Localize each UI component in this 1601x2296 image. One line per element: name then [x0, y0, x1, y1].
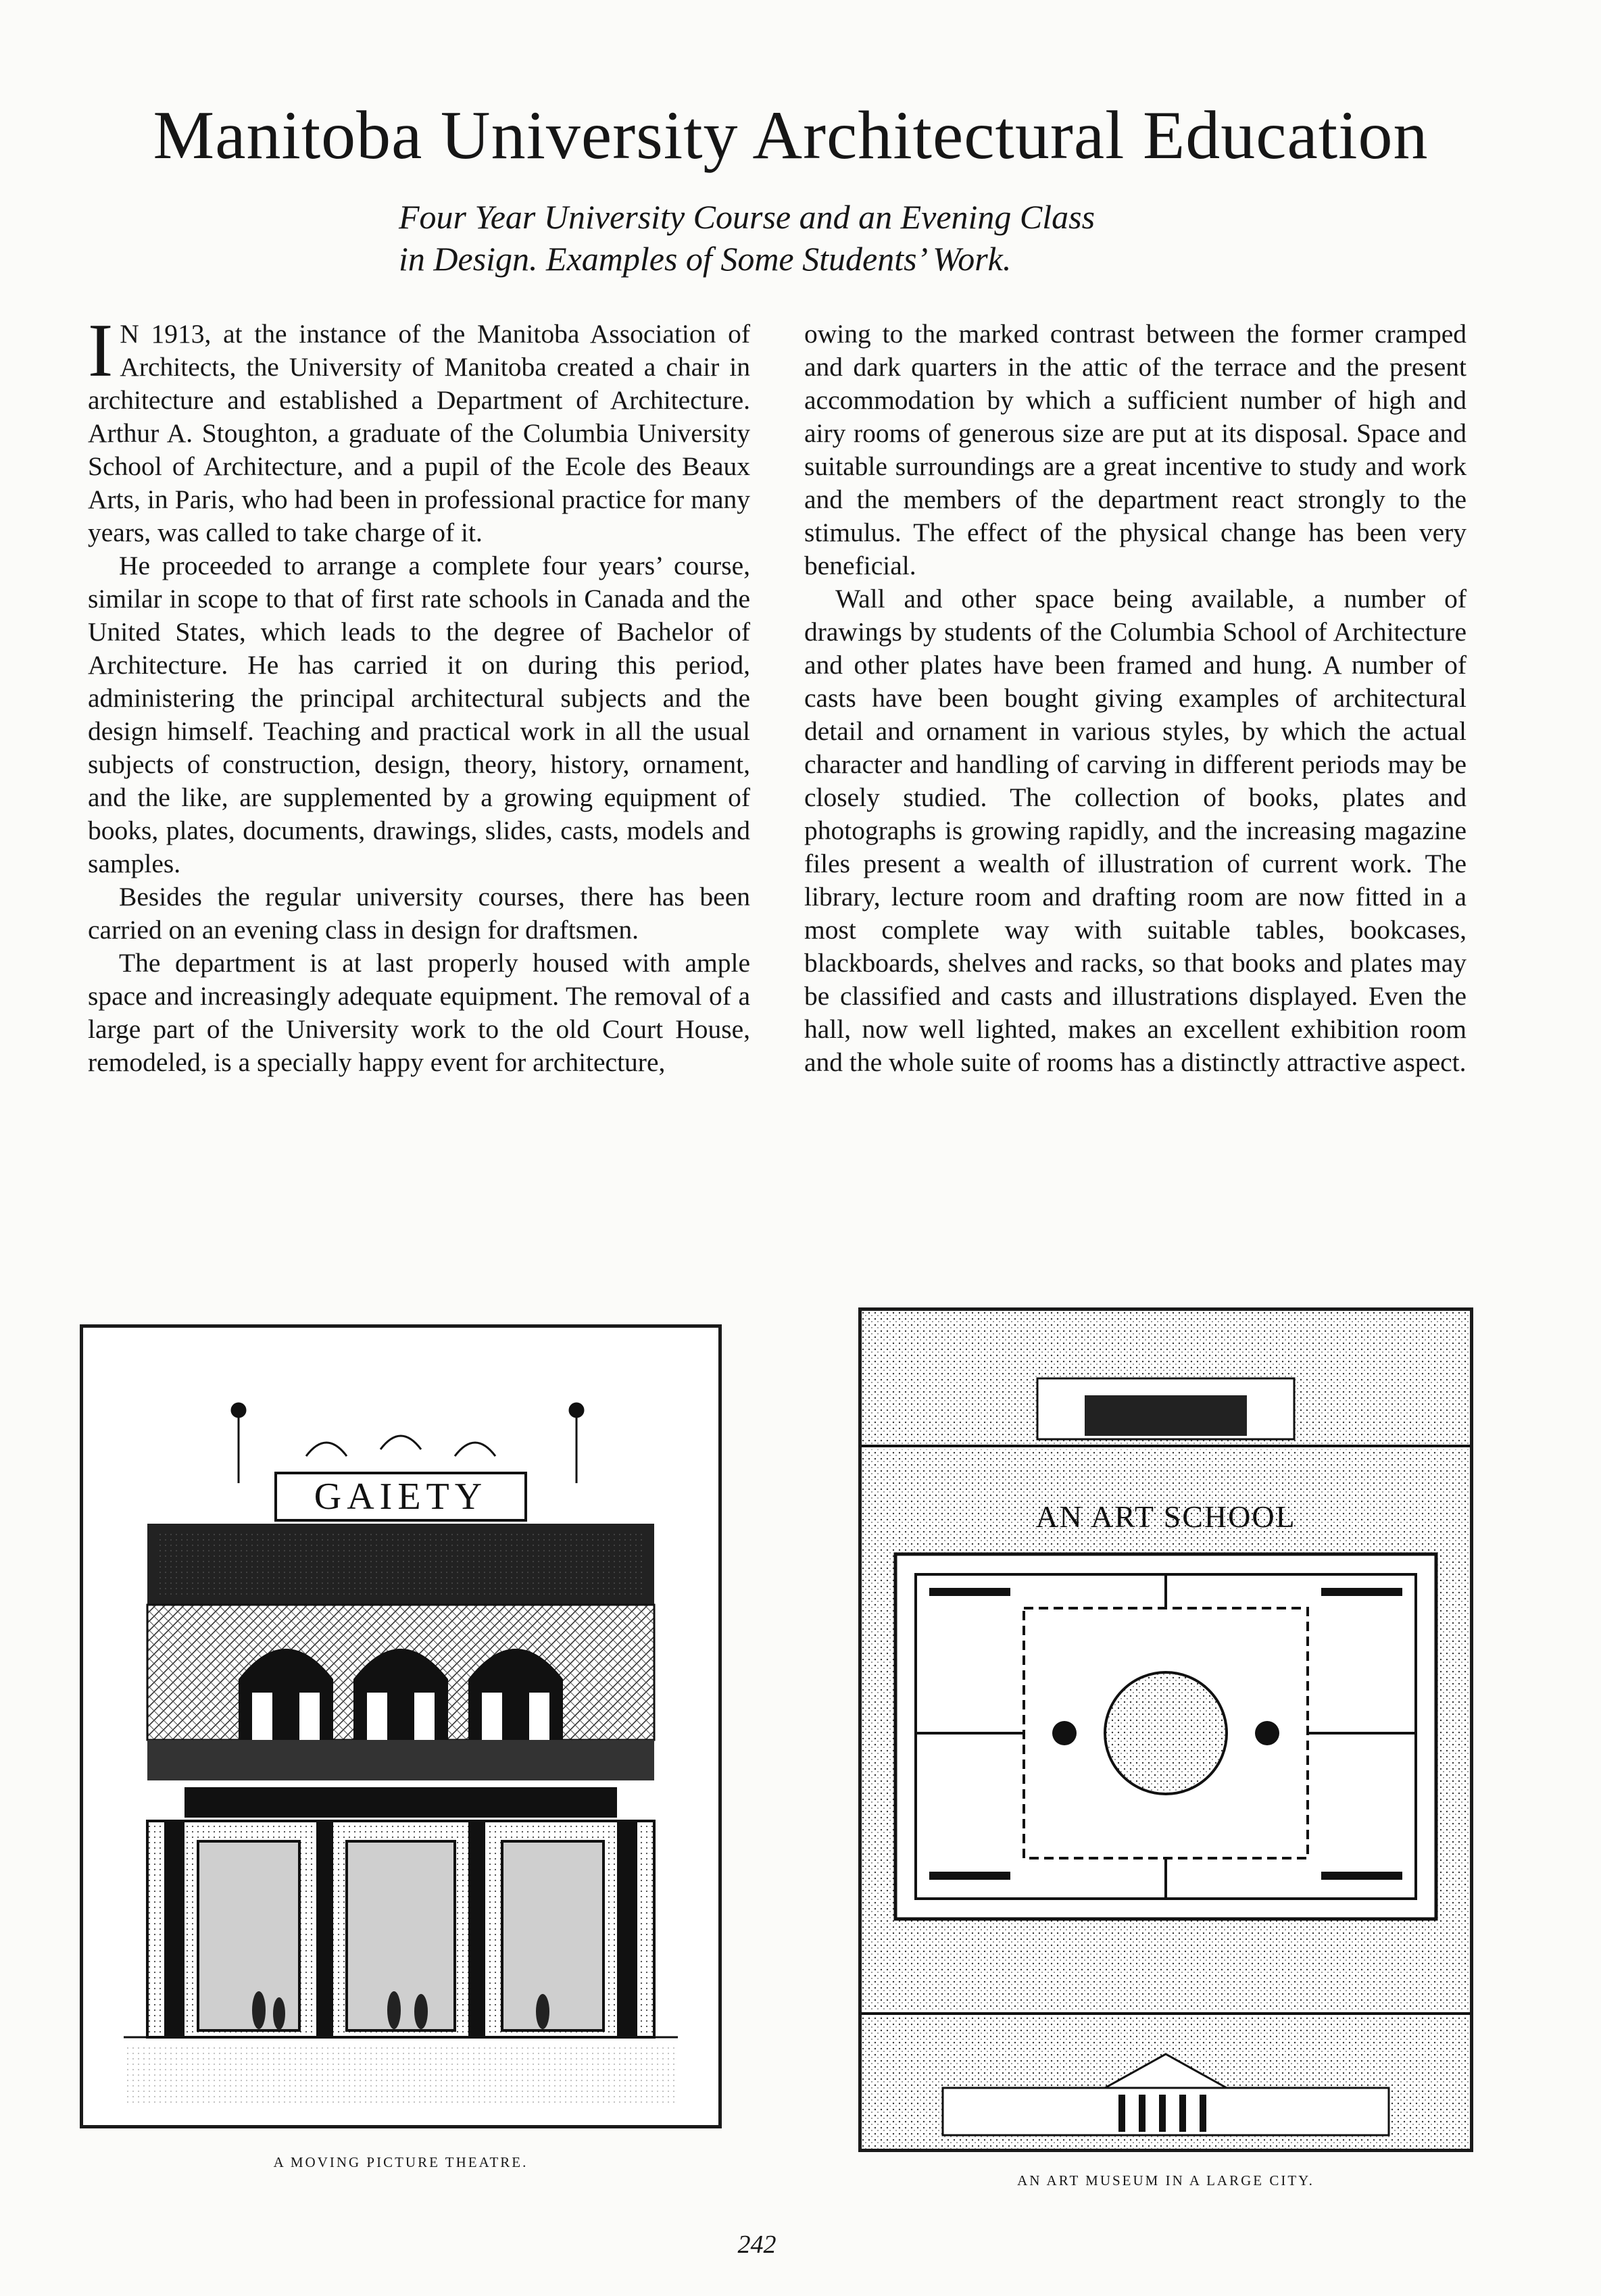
paragraph-2: He proceeded to arrange a complete four years’ course, similar in scope to that of first rate schools in Canada and the United States, which leads to the degree of Bachelor of Architecture. He has carried it on during this period, administering the principal architectural subjects and the design himself. Teaching and practical work in all the usual subjects of construction, design, theory, history, ornament, and the like, are supplemented by a growing equipment of books, plates, documents, drawings, slides, casts, models and samples.	[88, 551, 750, 878]
left-figure-caption: A MOVING PICTURE THEATRE.	[273, 2154, 528, 2170]
paragraph-6: Wall and other space being available, a number of drawings by students of the Columbia School of Architecture and other plates have been framed and hung. A number of casts have been bought giving examples of architectural detail and ornament in various styles, by which the actual character and handling of carving in different periods may be closely studied. The collection of books, plates and photographs is growing rapidly, and the increasing magazine files present a wealth of illustration of current work. The library, lecture room and drafting room are now fitted in a most complete way with suitable tables, bookcases, blackboards, shelves and racks, so that books and plates may be classified and casts and illustrations displayed. Even the hall, now well lighted, makes an excellent exhibition room and the whole suite of rooms has a distinctly attractive aspect.	[804, 584, 1467, 1077]
paragraph-1-text: N 1913, at the instance of the Manitoba Association of Architects, the University of Manitoba created a chair in architecture and established a Department of Architecture. Arthur A. Stoughton, a graduate of the Columbia University School of Architecture, and a pupil of the Ecole des Beaux Arts, in Paris, who had been in professional practice for many years, was called to take charge of it.	[88, 319, 750, 547]
paragraph-3: Besides the regular university courses, there has been carried on an evening class in design for draftsmen.	[88, 882, 750, 945]
subtitle-line-2: in Design. Examples of Some Students’ Work.	[399, 240, 1012, 278]
right-figure-caption: AN ART MUSEUM IN A LARGE CITY.	[1017, 2172, 1314, 2189]
subtitle-line-1: Four Year University Course and an Evening Class	[399, 198, 1095, 236]
drop-cap: I	[88, 309, 114, 393]
theatre-sign: GAIETY	[314, 1476, 488, 1518]
plan-label: AN ART SCHOOL	[1035, 1499, 1296, 1534]
right-text-column	[804, 318, 1467, 1079]
left-text-column	[88, 309, 750, 1079]
museum-illustration	[858, 1307, 1473, 2152]
museum-drawing	[862, 1311, 1470, 2149]
paragraph-5: owing to the marked contrast between the former cramped and dark quarters in the attic of the terrace and the present accommodation by which a sufficient number of high and airy rooms of generous size are put at its disposal. Space and suitable surroundings are a great incentive to study and work and the members of the department react strongly to the stimulus. The effect of the physical change has been very beneficial.	[804, 319, 1467, 580]
article-subtitle	[399, 196, 1243, 280]
theatre-illustration	[80, 1324, 722, 2128]
article-title: Manitoba University Architectural Education	[153, 97, 1429, 174]
paragraph-1	[88, 309, 750, 549]
theatre-drawing	[83, 1328, 718, 2125]
page-number: 242	[737, 2230, 777, 2259]
paragraph-4: The department is at last properly housed with ample space and increasingly adequate equipment. The removal of a large part of the University work to the old Court House, remodeled, is a specially happy event for architecture,	[88, 948, 750, 1077]
